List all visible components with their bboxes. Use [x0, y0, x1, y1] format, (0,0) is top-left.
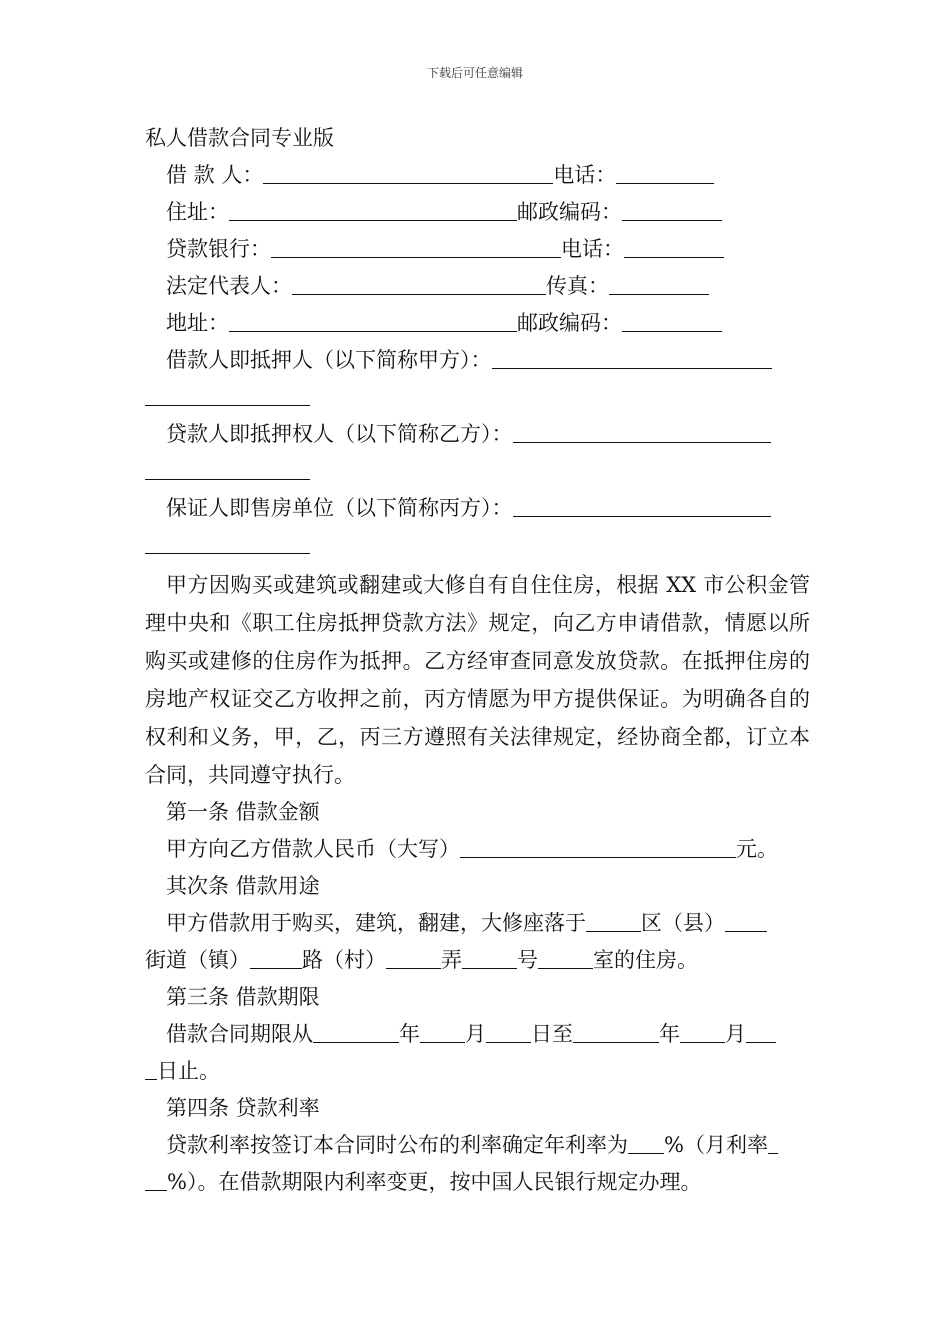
article-1-title: 第一条 借款金额	[166, 800, 320, 824]
page-header: 下载后可任意编辑	[426, 66, 523, 80]
article-2-body-2	[145, 942, 810, 979]
borrower-label: 借 款 人：	[166, 163, 264, 187]
day-end-label: 日止。	[157, 1059, 220, 1083]
article-2-title: 其次条 借款用途	[166, 874, 320, 898]
bank-row	[145, 231, 810, 268]
monthly-rate-label: %（月利率	[664, 1133, 768, 1157]
rate-label: 贷款利率按签订本合同时公布的利率确定年利率为	[166, 1133, 628, 1157]
party-b-blank[interactable]	[513, 418, 771, 443]
party-c-blank-cont[interactable]	[145, 529, 310, 554]
start-year-blank[interactable]	[313, 1018, 399, 1043]
bank-blank[interactable]	[271, 233, 561, 258]
start-month-blank[interactable]	[420, 1018, 465, 1043]
address-blank[interactable]	[229, 196, 517, 221]
party-b-label: 贷款人即抵押权人（以下简称乙方）：	[166, 422, 513, 446]
party-b-continuation	[145, 453, 810, 490]
party-a-blank-cont[interactable]	[145, 381, 310, 406]
district-label: 区（县）	[641, 911, 725, 935]
party-c-blank[interactable]	[513, 492, 771, 517]
fax-label: 传真：	[546, 274, 609, 298]
number-label: 号	[517, 948, 538, 972]
street-label: 街道（镇）	[145, 948, 250, 972]
road-label: 路（村）	[302, 948, 386, 972]
room-blank[interactable]	[538, 944, 593, 969]
fax-blank[interactable]	[609, 270, 709, 295]
address-row	[145, 194, 810, 231]
legal-rep-row	[145, 268, 810, 305]
party-b-blank-cont[interactable]	[145, 455, 310, 480]
article-2-body-1	[145, 905, 810, 942]
address2-row	[145, 305, 810, 342]
article-4-body-2	[145, 1164, 810, 1201]
phone-label: 电话：	[553, 163, 617, 187]
bank-phone-label: 电话：	[561, 237, 624, 261]
party-a-label: 借款人即抵押人（以下简称甲方）：	[166, 348, 492, 372]
party-c-continuation	[145, 527, 810, 564]
article-4-title: 第四条 贷款利率	[166, 1096, 320, 1120]
address-label: 住址：	[166, 200, 229, 224]
loan-amount-label: 甲方向乙方借款人民币（大写）	[166, 837, 460, 861]
party-c-row	[145, 490, 810, 527]
lane-label: 弄	[441, 948, 462, 972]
party-a-row	[145, 342, 810, 379]
street-blank-1[interactable]	[725, 907, 767, 932]
article-3-body-2	[145, 1053, 810, 1090]
day-to-label: 日至	[531, 1022, 573, 1046]
yuan-label: 元。	[736, 837, 778, 861]
address2-blank[interactable]	[229, 307, 517, 332]
district-blank[interactable]	[586, 907, 641, 932]
monthly-rate-blank-cont[interactable]	[145, 1166, 167, 1191]
party-a-continuation	[145, 379, 810, 416]
bank-phone-blank[interactable]	[624, 233, 724, 258]
article-4-body-1	[145, 1127, 810, 1164]
party-c-label: 保证人即售房单位（以下简称丙方）：	[166, 496, 513, 520]
number-blank[interactable]	[462, 944, 517, 969]
postcode-blank[interactable]	[622, 196, 722, 221]
party-b-row	[145, 416, 810, 453]
postcode-label: 邮政编码：	[517, 200, 622, 224]
annual-rate-blank[interactable]	[628, 1129, 664, 1154]
preamble-paragraph: 甲方因购买或建筑或翻建或大修自有自住住房，根据 XX 市公积金管理中央和《职工住房抵押贷款方法》规定，向乙方申请借款，情愿以所购买或建修的住房作为抵押。乙方经审查同意发放贷款。在抵押住房的房地产权证交乙方收押之前，丙方情愿为甲方提供保证。为明确各自的权利和义务，甲，乙，丙三方遵照有关法律规定，经协商全都，订立本合同，共同遵守执行。	[145, 573, 810, 787]
address2-label: 地址：	[166, 311, 229, 335]
end-year-blank[interactable]	[573, 1018, 659, 1043]
bank-label: 贷款银行：	[166, 237, 271, 261]
article-3-title: 第三条 借款期限	[166, 985, 320, 1009]
year-label: 年	[399, 1022, 420, 1046]
borrower-row	[145, 157, 810, 194]
year2-label: 年	[659, 1022, 680, 1046]
postcode2-blank[interactable]	[622, 307, 722, 332]
rate-change-text: %）。在借款期限内利率变更，按中国人民银行规定办理。	[167, 1170, 702, 1194]
end-day-blank[interactable]	[746, 1018, 776, 1043]
month-label: 月	[465, 1022, 486, 1046]
party-a-blank[interactable]	[492, 344, 772, 369]
road-blank[interactable]	[250, 944, 302, 969]
contract-body	[145, 120, 810, 1201]
phone-blank[interactable]	[616, 159, 714, 184]
document-title: 私人借款合同专业版	[145, 126, 334, 150]
start-day-blank[interactable]	[486, 1018, 531, 1043]
monthly-rate-blank[interactable]	[768, 1129, 778, 1154]
end-day-blank-cont[interactable]	[145, 1055, 157, 1080]
room-label: 室的住房。	[593, 948, 698, 972]
article-3-body-1	[145, 1016, 810, 1053]
lane-blank[interactable]	[386, 944, 441, 969]
loan-amount-blank[interactable]	[460, 833, 736, 858]
purpose-label: 甲方借款用于购买，建筑，翻建，大修座落于	[166, 911, 586, 935]
postcode2-label: 邮政编码：	[517, 311, 622, 335]
legal-rep-label: 法定代表人：	[166, 274, 292, 298]
end-month-blank[interactable]	[680, 1018, 725, 1043]
month2-label: 月	[725, 1022, 746, 1046]
article-1-body	[145, 831, 810, 868]
borrower-blank[interactable]	[263, 159, 553, 184]
term-from-label: 借款合同期限从	[166, 1022, 313, 1046]
legal-rep-blank[interactable]	[292, 270, 546, 295]
